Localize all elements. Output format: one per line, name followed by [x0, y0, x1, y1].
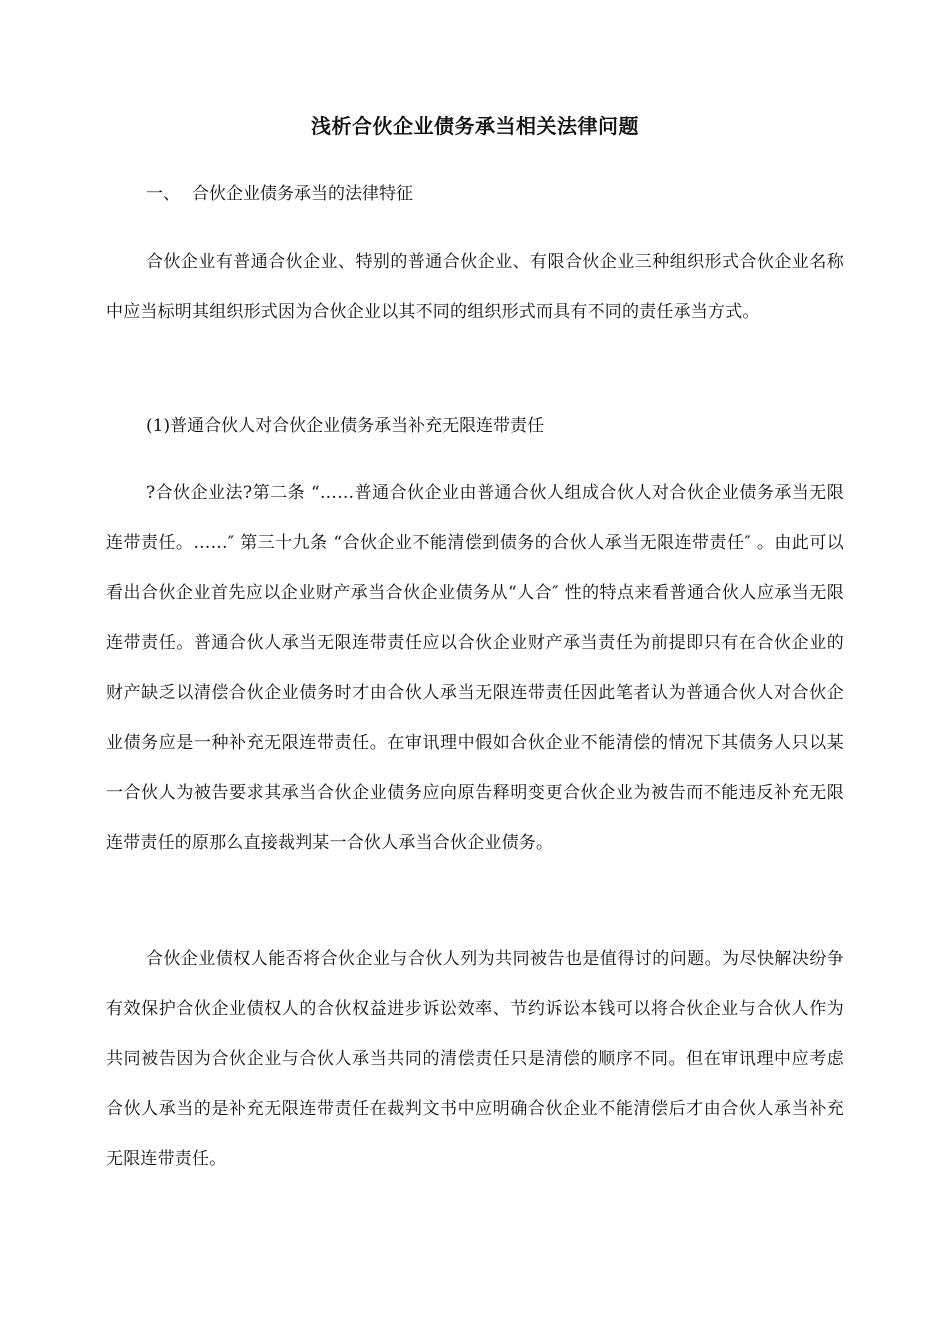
document-title: 浅析合伙企业债务承当相关法律问题 — [311, 114, 639, 138]
section-heading-text: 合伙企业债务承当的法律特征 — [192, 184, 413, 204]
section-heading — [146, 181, 413, 207]
section-number: 一、 — [146, 184, 180, 204]
subheading-1: (1)普通合伙人对合伙企业债务承当补充无限连带责任 — [146, 416, 545, 436]
paragraph-3: 合伙企业债权人能否将合伙企业与合伙人列为共同被告也是值得讨的问题。为尽快解决纷争有效保护合伙企业债权人的合伙权益进步诉讼效率、节约诉讼本钱可以将合伙企业与合伙人作为共同被告因为合伙企业与合伙人承当共同的清偿责任只是清偿的顺序不同。但在审讯理中应考虑合伙人承当的是补充无限连带责任在裁判文书中应明确合伙企业不能清偿后才由合伙人承当补充无限连带责任。 — [106, 949, 844, 1169]
paragraph-1: 合伙企业有普通合伙企业、特别的普通合伙企业、有限合伙企业三种组织形式合伙企业名称中应当标明其组织形式因为合伙企业以其不同的组织形式而具有不同的责任承当方式。 — [106, 252, 844, 322]
paragraph-2: ?合伙企业法?第二条 “……普通合伙企业由普通合伙人组成合伙人对合伙企业债务承当无限连带责任。……″ 第三十九条 “合伙企业不能清偿到债务的合伙人承当无限连带责任″ 。由此可以看出合伙企业首先应以企业财产承当合伙企业债务从“人合″ 性的特点来看普通合伙人应承当无限连带责任。普通合伙人承当无限连带责任应以合伙企业财产承当责任为前提即只有在合伙企业的财产缺乏以清偿合伙企业债务时才由合伙人承当无限连带责任因此笔者认为普通合伙人对合伙企业债务应是一种补充无限连带责任。在审讯理中假如合伙企业不能清偿的情况下其债务人只以某一合伙人为被告要求其承当合伙企业债务应向原告释明变更合伙企业为被告而不能违反补充无限连带责任的原那么直接裁判某一合伙人承当合伙企业债务。 — [106, 483, 844, 853]
